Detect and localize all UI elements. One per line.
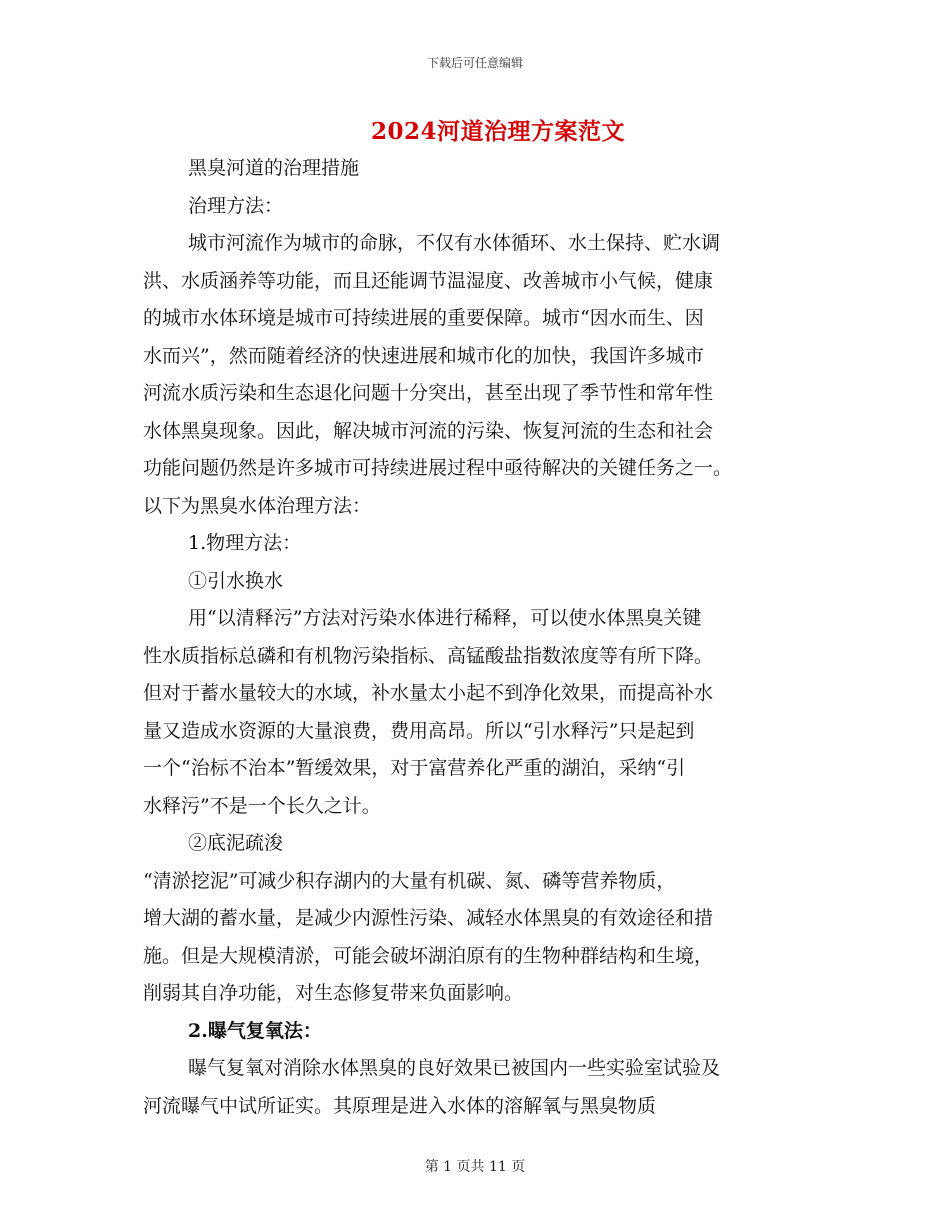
paragraph-line: 一个“治标不治本”暂缓效果，对于富营养化严重的湖泊，采纳“引 <box>143 757 686 779</box>
paragraph-line: 增大湖的蓄水量，是减少内源性污染、减轻水体黑臭的有效途径和措 <box>143 907 714 929</box>
subheading: ②底泥疏浚 <box>188 832 284 854</box>
page-footer: 第 1 页共 11 页 <box>424 1159 526 1175</box>
paragraph-line: 水释污”不是一个长久之计。 <box>143 794 381 817</box>
paragraph-line: 性水质指标总磷和有机物污染指标、高锰酸盐指数浓度等有所下降。 <box>143 644 714 667</box>
paragraph-line: 洪、水质涵养等功能，而且还能调节温湿度、改善城市小气候，健康 <box>143 269 714 292</box>
paragraph-line: 削弱其自净功能，对生态修复带来负面影响。 <box>143 982 524 1004</box>
document-body <box>143 150 823 1125</box>
paragraph-line: 河流曝气中试所证实。其原理是进入水体的溶解氧与黑臭物质 <box>143 1094 657 1117</box>
section-heading: 黑臭河道的治理措施 <box>188 157 360 179</box>
subheading: ①引水换水 <box>188 569 284 592</box>
paragraph-line: 城市河流作为城市的命脉，不仅有水体循环、水土保持、贮水调 <box>188 232 721 254</box>
paragraph-line: 水体黑臭现象。因此，解决城市河流的污染、恢复河流的生态和社会 <box>143 419 714 442</box>
paragraph-line: 河流水质污染和生态退化问题十分突出，甚至出现了季节性和常年性 <box>143 382 714 404</box>
paragraph-line: 用“以清释污”方法对污染水体进行稀释，可以使水体黑臭关键 <box>188 607 702 629</box>
paragraph-line: 的城市水体环境是城市可持续进展的重要保障。城市“因水而生、因 <box>143 307 704 329</box>
paragraph-line: 但对于蓄水量较大的水域，补水量太小起不到净化效果，而提高补水 <box>143 682 714 704</box>
paragraph-line: 水而兴”，然而随着经济的快速进展和城市化的加快，我国许多城市 <box>143 344 704 367</box>
subheading: 治理方法： <box>188 194 284 217</box>
subheading: 2.曝气复氧法： <box>188 1019 322 1042</box>
paragraph-line: 曝气复氧对消除水体黑臭的良好效果已被国内一些实验室试验及 <box>188 1057 721 1079</box>
paragraph-line: 量又造成水资源的大量浪费，费用高昂。所以“引水释污”只是起到 <box>143 719 695 742</box>
paragraph-line: 施。但是大规模清淤，可能会破坏湖泊原有的生物种群结构和生境， <box>143 944 714 967</box>
header-note: 下载后可任意编辑 <box>426 56 523 70</box>
subheading: 1.物理方法： <box>188 532 302 554</box>
document-title: 2024河道治理方案范文 <box>370 118 625 145</box>
paragraph-line: “清淤挖泥”可减少积存湖内的大量有机碳、氮、磷等营养物质， <box>143 869 676 892</box>
paragraph-line: 功能问题仍然是许多城市可持续进展过程中亟待解决的关键任务之一。 <box>143 457 733 479</box>
paragraph-line: 以下为黑臭水体治理方法： <box>143 494 372 517</box>
